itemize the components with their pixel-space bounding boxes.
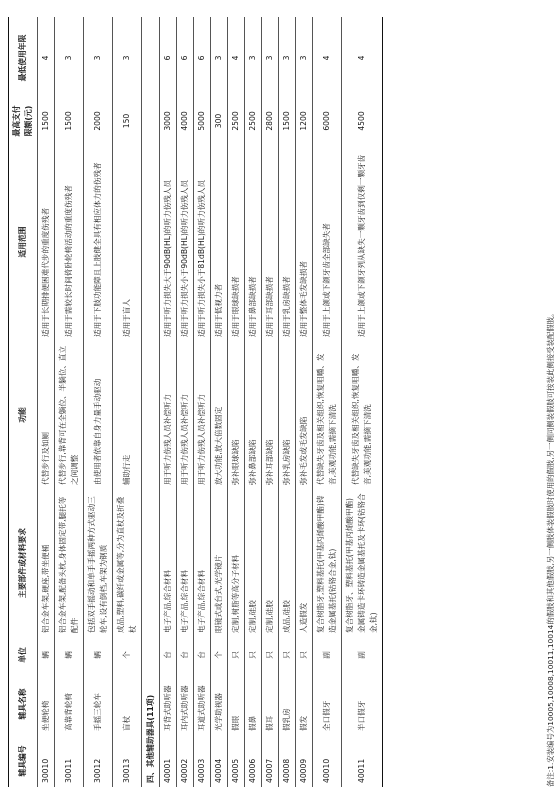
cell-material: 电子产品,综合材料 [197, 569, 206, 633]
cell-unit: 台 [163, 651, 172, 659]
table-body-b [159, 17, 382, 787]
cell-material: 定制,硅胶 [248, 600, 257, 633]
cell-name: 假发 [299, 715, 308, 731]
cell-scope: 适用于盲人 [122, 299, 131, 337]
cell-scope: 适用于鼻部缺损者 [248, 276, 257, 337]
header-years: 最低使用年限 [18, 34, 27, 82]
cell-function: 代替步行及如厕 [41, 431, 50, 485]
cell-material: 电子产品,综合材料 [180, 569, 189, 633]
cell-years: 4 [231, 55, 240, 61]
cell-code: 40007 [265, 758, 274, 783]
cell-function: 弥补眼球缺陷 [231, 439, 240, 485]
cell-scope: 适用于听力损失大于90dB(HL)的听力伤残人员 [163, 179, 172, 337]
cell-unit: 只 [231, 651, 240, 659]
table-row [244, 17, 261, 787]
cell-years: 4 [322, 55, 331, 61]
cell-years: 4 [41, 55, 50, 61]
cell-name: 耳内式助听器 [180, 685, 189, 731]
cell-scope: 适用于乳房缺损者 [282, 276, 291, 337]
cell-years: 6 [197, 55, 206, 61]
cell-function: 用于听力伤残人员补偿听力 [197, 393, 206, 485]
header-function: 功能 [18, 407, 27, 423]
cell-name: 手摇三轮车 [93, 693, 102, 731]
cell-limit: 1500 [282, 111, 291, 131]
cell-years: 3 [93, 55, 102, 61]
cell-code: 30010 [41, 758, 50, 783]
cell-years: 4 [357, 55, 366, 61]
cell-code: 30013 [122, 758, 131, 783]
cell-unit: 个 [122, 651, 131, 659]
cell-code: 40002 [180, 758, 189, 783]
cell-scope: 适用于低视力者 [214, 283, 223, 337]
cell-code: 30012 [93, 758, 102, 783]
table-row [295, 17, 312, 787]
cell-years: 3 [122, 55, 131, 61]
cell-limit: 2500 [248, 111, 257, 131]
cell-name: 盲杖 [122, 715, 131, 731]
table-row [261, 17, 278, 787]
cell-years: 3 [64, 55, 73, 61]
cell-name: 耳道式助听器 [197, 685, 206, 731]
cell-limit: 1500 [64, 111, 73, 131]
cell-years: 6 [180, 55, 189, 61]
header-limit: 最高支付限额(元) [12, 105, 33, 137]
header-code: 辅具编号 [18, 745, 27, 777]
cell-name: 全口假牙 [322, 700, 331, 731]
cell-name: 半口假牙 [357, 700, 366, 731]
cell-limit: 2800 [265, 111, 274, 131]
assistive-devices-table [8, 17, 383, 787]
cell-limit: 4500 [357, 111, 366, 131]
cell-years: 3 [282, 55, 291, 61]
cell-unit: 台 [180, 651, 189, 659]
table-body-a [37, 17, 141, 787]
table-row [312, 17, 341, 787]
cell-limit: 150 [122, 113, 131, 129]
cell-years: 3 [265, 55, 274, 61]
cell-unit: 只 [248, 651, 257, 659]
cell-years: 3 [248, 55, 257, 61]
cell-material: 定制,树脂等高分子材料 [231, 554, 240, 633]
cell-name: 假耳 [265, 715, 274, 731]
cell-material: 包括双手摇动和单手手摇两种方式驱动三轮车,设有倒档,车架为钢质 [87, 496, 108, 633]
cell-limit: 5000 [197, 111, 206, 131]
table-row [176, 17, 193, 787]
table-row [159, 17, 176, 787]
cell-unit: 只 [265, 651, 274, 659]
cell-material: 铝合金车架,硬座,带坐便桶 [41, 544, 50, 633]
table-header [9, 17, 37, 787]
cell-limit: 3000 [163, 111, 172, 131]
table-row [37, 17, 54, 787]
cell-function: 代替缺失牙齿及相关组织,恢复咀嚼、发音,美观功能,需摘下清洗 [351, 353, 372, 485]
cell-limit: 2000 [93, 111, 102, 131]
cell-unit: 辆 [41, 651, 50, 659]
cell-name: 耳背式助听器 [163, 685, 172, 731]
cell-limit: 4000 [180, 111, 189, 131]
cell-name: 假乳房 [282, 708, 291, 731]
table-row [210, 17, 227, 787]
cell-scope: 适用于上颌或下颌牙列从缺失一颗牙齿到仅剩一颗牙齿 [357, 154, 366, 337]
cell-function: 由使用者依靠自身力量手动驱动 [93, 378, 102, 485]
cell-material: 眼镜式或台式,光学镜片 [214, 554, 223, 633]
cell-material: 复合树脂牙、塑料基托(甲基丙烯酸甲酯)金属铸造卡环铸造金属基托及卡环(钴铬合金,钛) [345, 493, 378, 633]
cell-scope: 适用于听力损失小于90dB(HL)的听力伤残人员 [180, 179, 189, 337]
cell-code: 40009 [299, 758, 308, 783]
cell-limit: 300 [214, 113, 223, 129]
cell-scope: 适用于耳部缺损者 [265, 276, 274, 337]
cell-code: 40008 [282, 758, 291, 783]
cell-name: 高靠背轮椅 [64, 693, 73, 731]
cell-unit: 个 [214, 651, 223, 659]
cell-code: 40005 [231, 758, 240, 783]
table-row [54, 17, 83, 787]
cell-code: 40003 [197, 758, 206, 783]
header-material: 主要部件或材料要求 [18, 527, 27, 599]
cell-material: 电子产品,综合材料 [163, 569, 172, 633]
cell-function: 弥补耳部缺陷 [265, 439, 274, 485]
cell-unit: 只 [299, 651, 308, 659]
cell-name: 坐便轮椅 [41, 700, 50, 731]
cell-code: 40004 [214, 758, 223, 783]
cell-unit: 副 [357, 651, 366, 659]
cell-years: 6 [163, 55, 172, 61]
cell-code: 30011 [64, 758, 73, 783]
footnote: 备注:1.安装编号为10005,10008,10011,10014的假肢和其他假肢,另一侧肢体装假肢时使用的假肢,另一侧同侧装假肢可按装此侧接受装配假肢。 [546, 309, 555, 787]
cell-material: 成品,硅胶 [282, 600, 291, 633]
cell-years: 3 [214, 55, 223, 61]
cell-name: 假鼻 [248, 715, 257, 731]
cell-unit: 辆 [64, 651, 73, 659]
cell-function: 辅助行走 [122, 454, 131, 485]
cell-function: 用于听力伤残人员补偿听力 [180, 393, 189, 485]
cell-code: 40001 [163, 758, 172, 783]
cell-scope: 适用于眼球缺损者 [231, 276, 240, 337]
cell-material: 人造假发 [299, 602, 308, 633]
cell-code: 40011 [357, 758, 366, 783]
cell-material: 复合树脂牙,塑料基托(甲基丙烯酸甲酯)铸造金属基托(钴铬合金,钛) [316, 495, 337, 633]
cell-scope: 适用于需较长时间倚卧轮椅活动的重度伤残者 [64, 185, 73, 337]
cell-unit: 台 [197, 651, 206, 659]
cell-name: 光学助视器 [214, 693, 223, 731]
cell-material: 成品,塑料,碳纤或金属等,分为直杖及折叠杖 [116, 496, 137, 633]
cell-unit: 副 [322, 651, 331, 659]
cell-code: 40010 [322, 758, 331, 783]
table-row [83, 17, 112, 787]
cell-scope: 适用于听力损失小于81dB(HL)的听力伤残人员 [197, 179, 206, 337]
cell-function: 放大功能,放大倍数固定 [214, 406, 223, 485]
cell-function: 弥补鼻部缺陷 [248, 439, 257, 485]
cell-name: 假眼 [231, 715, 240, 731]
cell-limit: 1200 [299, 111, 308, 131]
cell-limit: 2500 [231, 111, 240, 131]
table-row [112, 17, 141, 787]
header-unit: 单位 [18, 647, 27, 663]
cell-limit: 1500 [41, 111, 50, 131]
cell-years: 3 [299, 55, 308, 61]
cell-scope: 适用于下肢功能障且上肢健全具有相应体力的伤残者 [93, 162, 102, 337]
cell-code: 40006 [248, 758, 257, 783]
table-row [341, 17, 382, 787]
cell-material: 定制,硅胶 [265, 600, 274, 633]
cell-scope: 适用于整体毛发缺损者 [299, 261, 308, 337]
cell-limit: 6000 [322, 111, 331, 131]
cell-material: 铝合金车架,配备头枕,身体固定带,腿托等配件 [58, 496, 79, 633]
cell-scope: 适用于上颌或下颌牙齿全部缺失者 [322, 223, 331, 337]
cell-function: 代替缺失牙齿及相关组织,恢复咀嚼、发音,美观功能,需摘下清洗 [316, 353, 337, 485]
cell-unit: 辆 [93, 651, 102, 659]
table-row [193, 17, 210, 787]
cell-scope: 适用于长期排便困难代步的重度伤残者 [41, 207, 50, 337]
cell-function: 弥补毛发或毛发缺陷 [299, 416, 308, 485]
cell-function: 弥补乳房缺陷 [282, 439, 291, 485]
table-row [227, 17, 244, 787]
section-title: 四、其他辅助器具(11项) [141, 17, 159, 787]
table-row [278, 17, 295, 787]
cell-unit: 只 [282, 651, 291, 659]
cell-function: 用于听力伤残人员补偿听力 [163, 393, 172, 485]
header-scope: 适用范围 [18, 226, 27, 258]
cell-function: 代替步行,靠背可在全躺位、半躺位、直立之间调整 [58, 345, 79, 485]
header-name: 辅具名称 [18, 688, 27, 720]
